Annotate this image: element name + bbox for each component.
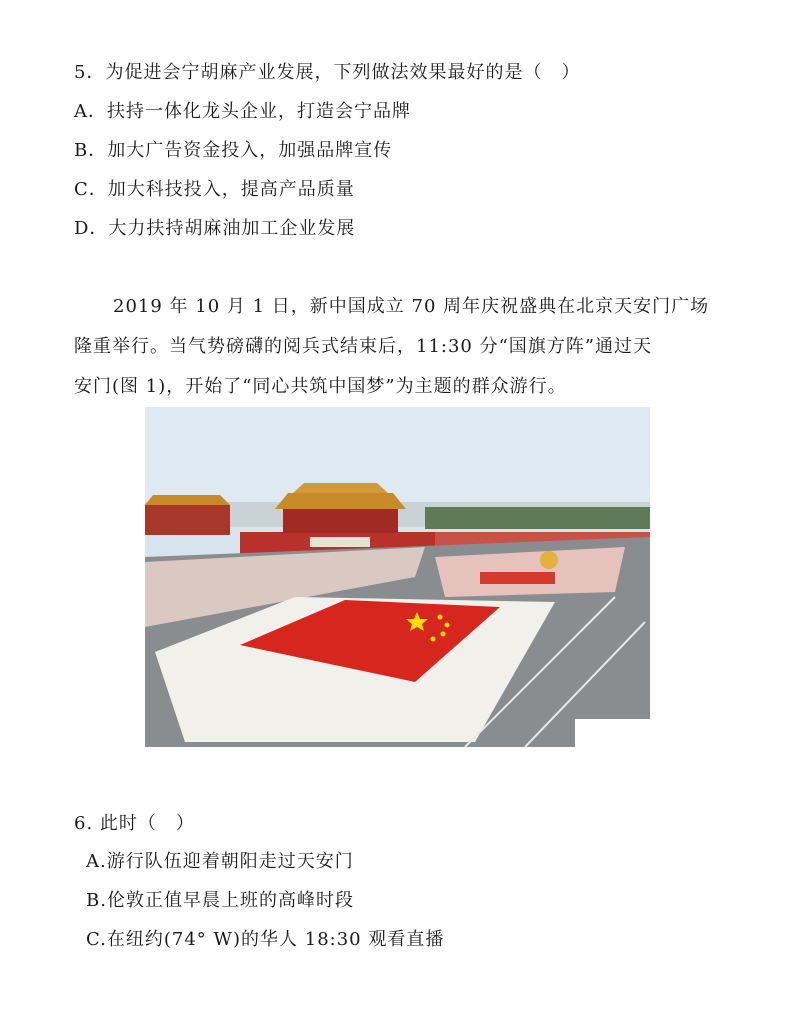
left-building-roof <box>145 495 230 505</box>
question-5-option-c: C．加大科技投入，提高产品质量 <box>74 179 355 200</box>
tree-line <box>425 507 650 529</box>
question-6-option-c: C.在纽约(74° W)的华人 18:30 观看直播 <box>86 929 445 950</box>
question-5-stem: 5．为促进会宁胡麻产业发展，下列做法效果最好的是（ ） <box>74 62 581 83</box>
passage-line-3: 安门(图 1)，开始了“同心共筑中国梦”为主题的群众游行。 <box>74 376 567 397</box>
parade-photo <box>145 407 650 747</box>
gate-banner <box>310 537 370 547</box>
left-building <box>145 505 230 535</box>
passage-line-2: 隆重举行。当气势磅礴的阅兵式结束后，11:30 分“国旗方阵”通过天 <box>74 336 652 357</box>
question-5-option-a: A．扶持一体化龙头企业，打造会宁品牌 <box>74 101 411 122</box>
gate-roof-upper <box>293 483 388 493</box>
passage-line-1: 2019 年 10 月 1 日，新中国成立 70 周年庆祝盛典在北京天安门广场 <box>113 296 710 317</box>
question-6-option-a: A.游行队伍迎着朝阳走过天安门 <box>86 851 354 872</box>
question-6-stem: 6. 此时（ ） <box>74 813 195 834</box>
gate-roof-lower <box>275 493 406 509</box>
question-5-option-d: D．大力扶持胡麻油加工企业发展 <box>74 218 356 239</box>
emblem <box>540 551 558 569</box>
question-6-option-b: B.伦敦正值早晨上班的高峰时段 <box>86 890 354 911</box>
corner-gap <box>575 719 650 747</box>
gate-tower <box>283 507 398 533</box>
question-5-option-b: B．加大广告资金投入，加强品牌宣传 <box>74 140 393 161</box>
parade-photo-illustration <box>145 407 650 747</box>
far-float <box>480 572 555 584</box>
